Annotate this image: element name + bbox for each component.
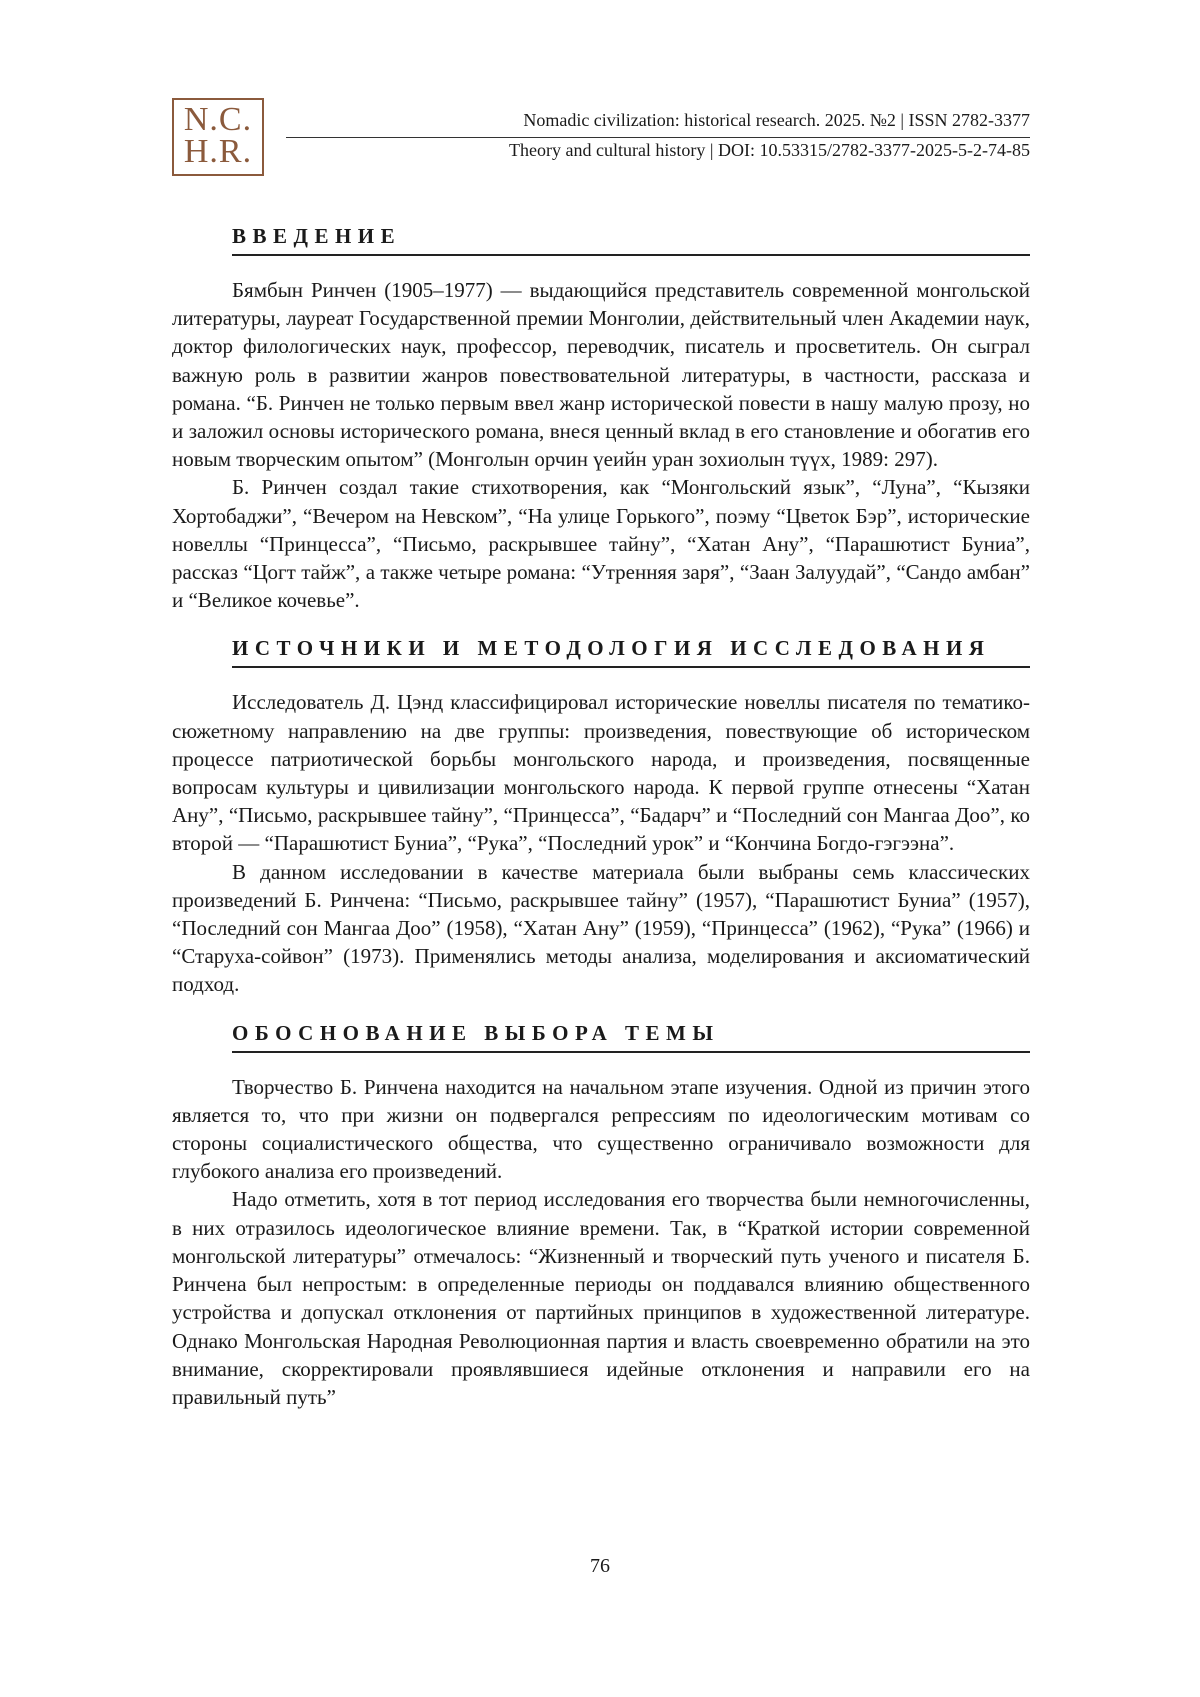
- journal-title-line: Nomadic civilization: historical research. 2025. №2 | ISSN 2782-3377: [523, 110, 1030, 130]
- section-title-introduction: ВВЕДЕНИЕ: [232, 224, 1030, 256]
- paragraph: Б. Ринчен создал такие стихотворения, как “Монгольский язык”, “Луна”, “Кызяки Хортобаджи”, “Вечером на Невском”, “На улице Горького”, поэму “Цветок Бэр”, исторические новеллы “Принцесса”, “Письмо, раскрывшее тайну”, “Хатан Ану”, “Парашютист Буниа”, рассказ “Цогт тайж”, а также четыре романа: “Утренняя заря”, “Заан Залуудай”, “Сандо амбан” и “Великое кочевье”.: [172, 475, 1030, 613]
- journal-logo: [172, 98, 264, 176]
- section-title-sources-methodology: ИСТОЧНИКИ И МЕТОДОЛОГИЯ ИССЛЕДОВАНИЯ: [232, 636, 1030, 668]
- paragraph: В данном исследовании в качестве материала были выбраны семь классических произведений Б. Ринчена: “Письмо, раскрывшее тайну” (1957), “Парашютист Буниа” (1957), “Последний сон Мангаа Доо” (1958), “Хатан Ану” (1959), “Принцесса” (1962), “Рука” (1966) и “Старуха-сойвон” (1973). Применялись методы анализа, моделирования и аксиоматический подход.: [172, 859, 1030, 997]
- logo-line-1: N.C.: [183, 101, 253, 138]
- article-body: [172, 224, 1030, 1411]
- paragraph: Надо отметить, хотя в тот период исследования его творчества были немногочисленны, в них отразилось идеологическое влияние времени. Так, в “Краткой истории современной монгольской литературы” отмечалось: “Жизненный и творческий путь ученого и писателя Б. Ринчена был непростым: в определенные периоды он поддавался влиянию общественного устройства и допускал отклонения от партийных принципов в художественной литературе. Однако Монгольская Народная Революционная партия и власть своевременно обратили на это внимание, скорректировали проявлявшиеся идейные отклонения и направили его на правильный путь”: [172, 1187, 1030, 1409]
- section-title-topic-justification: ОБОСНОВАНИЕ ВЫБОРА ТЕМЫ: [232, 1021, 1030, 1053]
- logo-line-2: H.R.: [183, 133, 253, 170]
- paragraph: Исследователь Д. Цэнд классифицировал исторические новеллы писателя по тематико-сюжетному направлению на две группы: произведения, повествующие об историческом процессе патриотической борьбы монгольского народа, и произведения, посвященные вопросам культуры и цивилизации монгольского народа. К первой группе отнесены “Хатан Ану”, “Письмо, раскрывшее тайну”, “Принцесса”, “Бадарч” и “Последний сон Мангаа Доо”, ко второй — “Парашютист Буниа”, “Рука”, “Последний урок” и “Кончина Богдо-гэгээна”.: [172, 690, 1030, 856]
- paragraph: Творчество Б. Ринчена находится на начальном этапе изучения. Одной из причин этого является то, что при жизни он подвергался репрессиям по идеологическим мотивам со стороны социалистического общества, что существенно ограничивало возможности для глубокого анализа его произведений.: [172, 1074, 1030, 1184]
- header-divider: [286, 137, 1030, 138]
- paragraph: Бямбын Ринчен (1905–1977) — выдающийся представитель современной монгольской литературы, лауреат Государственной премии Монголии, действительный член Академии наук, доктор филологических наук, профессор, переводчик, писатель и просветитель. Он сыграл важную роль в развитии жанров повествовательной литературы, в частности, рассказа и романа. “Б. Ринчен не только первым ввел жанр исторической повести в нашу малую прозу, но и заложил основы исторического романа, внеся ценный вклад в его становление и обогатив его новым творческим опытом” (Монголын орчин үеийн уран зохиолын түүх, 1989: 297).: [172, 278, 1030, 472]
- page-number: 76: [590, 1555, 610, 1577]
- doi-line: Theory and cultural history | DOI: 10.53315/2782-3377-2025-5-2-74-85: [508, 140, 1030, 160]
